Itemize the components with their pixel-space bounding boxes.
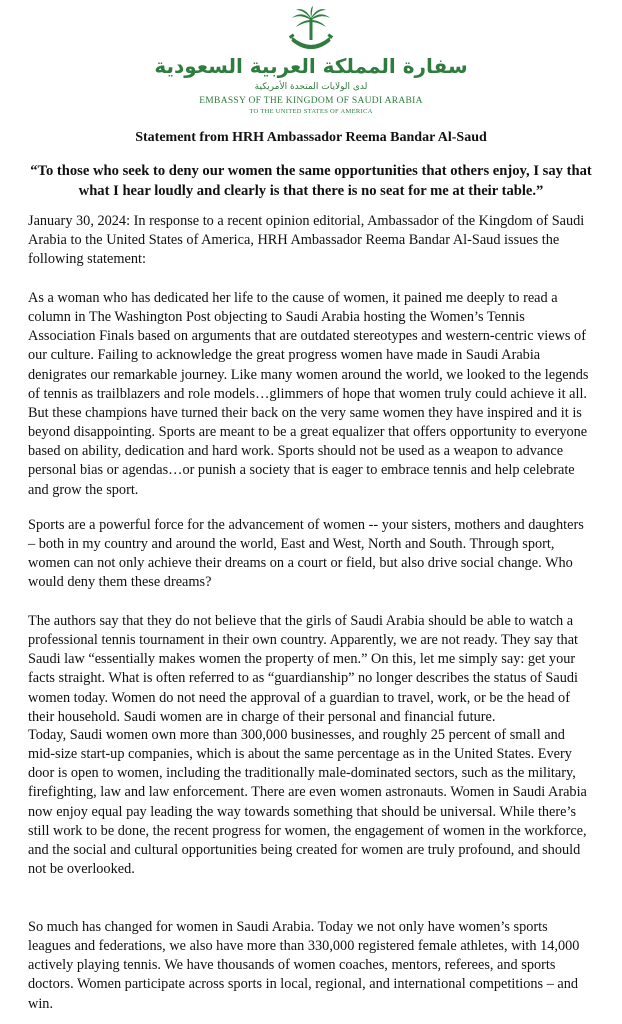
embassy-english-name: EMBASSY OF THE KINGDOM OF SAUDI ARABIA xyxy=(199,96,423,106)
embassy-arabic-name: سفارة المملكة العربية السعودية xyxy=(154,54,468,78)
palm-swords-emblem-icon xyxy=(286,6,336,56)
paragraph-so-much-changed: So much has changed for women in Saudi Arabia. Today we not only have women’s sports leagues and federations, we also have more than 330,000 registered female athletes, with 14,000 actively playing tennis. We have thousands of women coaches, mentors, referees, and sports doctors. Women participate across sports in local, regional, and international competitions – and win. xyxy=(28,919,580,1012)
statement-quote: “To those who seek to deny our women the same opportunities that others enjoy, I say that what I hear loudly and clearly is that there is no seat for me at their table.” xyxy=(30,163,592,199)
paragraph-powerful-force: Sports are a powerful force for the advancement of women -- your sisters, mothers and daughters – both in my country and around the world, East and West, North and South. Through sport, women can not only achieve their dreams on a court or field, but also drive social change. Who would deny them these dreams? xyxy=(28,517,584,591)
paragraph-washington-post: As a woman who has dedicated her life to the cause of women, it pained me deeply to read a column in The Washington Post objecting to Saudi Arabia hosting the Women’s Tennis Association Finals based on arguments that are outdated stereotypes and western-centric views of our culture. Failing to acknowledge the great progress women have made in Saudi Arabia denigrates our remarkable journey. Like many women around the world, we looked to the legends of tennis as trailblazers and role models…glimmers of hope that women truly could achieve it all. But these champions have turned their back on the very same women they have inspired and it is beyond disappointing. Sports are meant to be a great equalizer that offers opportunity to everyone based on ability, dedication and hard work. Sports should not be used as a weapon to advance personal bias or agendas…or punish a society that is eager to embrace tennis and help celebrate and grow the sport. xyxy=(28,290,589,498)
embassy-english-subtitle: TO THE UNITED STATES OF AMERICA xyxy=(249,108,373,115)
paragraph-authors: The authors say that they do not believe that the girls of Saudi Arabia should be able to watch a professional tennis tournament in their own country. Apparently, we are not ready. They say that Saudi law “essentially makes women the property of men.” On this, let me simply say: get your facts straight. What is often referred to as “guardianship” no longer describes the status of Saudi women today. Women do not need the approval of a guardian to travel, work, or be the head of their household. Saudi women are in charge of their personal and financial future. xyxy=(28,613,579,725)
paragraph-today: Today, Saudi women own more than 300,000 businesses, and roughly 25 percent of small and mid-size start-up companies, which is about the same percentage as in the United States. Every door is open to women, including the traditionally male-dominated sectors, such as the military, firefighting, law and law enforcement. There are even women astronauts. Women in Saudi Arabia now enjoy equal pay leading the way towards something that should be universal. While there’s still work to be done, the recent progress for women, the engagement of women in the workforce, and the social and cultural opportunities being created for women are truly profound, and should not be overlooked. xyxy=(28,727,587,878)
statement-heading: Statement from HRH Ambassador Reema Bandar Al-Saud xyxy=(135,130,487,145)
embassy-arabic-subtitle: لدى الولايات المتحدة الأمريكية xyxy=(254,82,368,92)
paragraph-date-intro: January 30, 2024: In response to a recent opinion editorial, Ambassador of the Kingdom of Saudi Arabia to the United States of America, HRH Ambassador Reema Bandar Al-Saud issues the following statement: xyxy=(28,213,585,268)
